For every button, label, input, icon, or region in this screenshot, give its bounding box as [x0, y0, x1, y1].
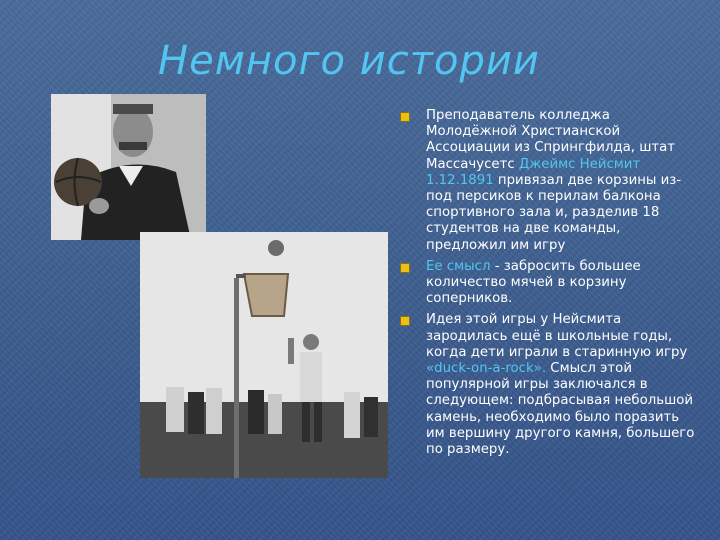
game-photo-icon	[140, 232, 388, 478]
bullet-item	[398, 108, 698, 254]
bullet-text: Идея этой игры у Нейсмита зародилась ещё в школьные годы, когда дети играли в старинную игру	[426, 312, 688, 360]
square-bullet-icon	[400, 263, 410, 273]
bullet-highlight: «duck-on-a-rock».	[426, 361, 547, 377]
bullet-highlight: Ее смысл	[426, 258, 491, 274]
square-bullet-icon	[400, 112, 410, 122]
basketball-game-photo	[140, 232, 388, 478]
bullet-item	[398, 259, 698, 308]
square-bullet-icon	[400, 316, 410, 326]
bullet-text: Смысл этой популярной игры заключался в следующем: подбрасывая небольшой камень, необходимо было поразить им вершину другого камня, большего по размеру.	[426, 361, 695, 458]
bullet-list	[398, 108, 698, 463]
portrait-photo-icon	[51, 94, 206, 240]
slide-title: Немного истории	[158, 38, 540, 84]
bullet-text: Преподаватель колледжа Молодёжной Христианской Ассоциации из Спрингфилда, штат Массачусетс	[426, 108, 676, 172]
bullet-highlight: Джеймс Нейсмит 1.12.1891	[426, 156, 641, 188]
bullet-text: привязал две корзины из-под персиков к перилам балкона спортивного зала и, разделив 18 студентов на две команды, предложил им игру	[426, 172, 682, 253]
bullet-text: - забросить большее количество мячей в корзину соперников.	[426, 258, 641, 307]
portrait-photo	[51, 94, 206, 240]
bullet-item	[398, 312, 698, 458]
